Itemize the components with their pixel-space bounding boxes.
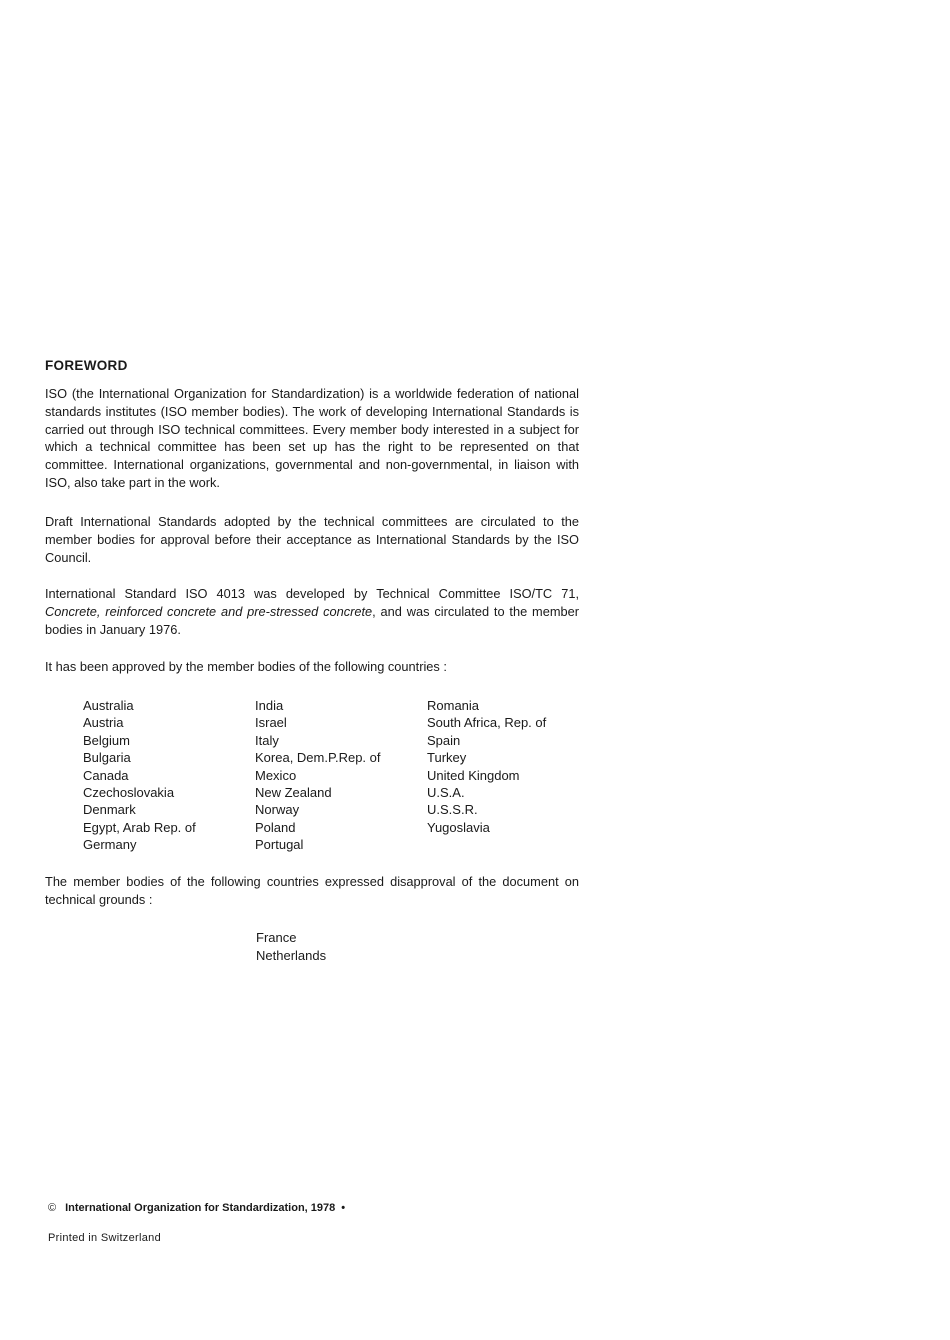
country-item: Austria: [83, 715, 124, 731]
country-item: Bulgaria: [83, 750, 131, 766]
foreword-paragraph-2: Draft International Standards adopted by the technical committees are circulated to the member bodies for approval before their acceptance as International Standards by the ISO Council.: [45, 514, 579, 565]
printed-in-note: Printed in Switzerland: [48, 1232, 161, 1244]
country-item: Canada: [83, 767, 129, 783]
country-item: Czechoslovakia: [83, 785, 175, 801]
country-item: Belgium: [83, 732, 130, 748]
copyright-line: [48, 1202, 345, 1214]
foreword-heading: FOREWORD: [45, 358, 128, 373]
country-item: Norway: [255, 802, 300, 818]
approval-intro: It has been approved by the member bodies of the following countries :: [45, 659, 447, 674]
copyright-text: International Organization for Standardization, 1978: [65, 1202, 336, 1214]
country-item: Australia: [83, 698, 134, 713]
country-item: India: [255, 698, 284, 713]
country-item: Netherlands: [256, 947, 327, 963]
country-item: Germany: [83, 837, 137, 853]
country-item: Poland: [255, 819, 296, 835]
country-item: South Africa, Rep. of: [427, 715, 547, 731]
committee-title: Concrete, reinforced concrete and pre-stressed concrete: [45, 603, 373, 619]
country-item: Portugal: [255, 837, 304, 853]
copyright-symbol: ©: [48, 1202, 57, 1214]
country-item: Italy: [255, 732, 279, 748]
country-item: Mexico: [255, 767, 297, 783]
country-item: Romania: [427, 698, 480, 713]
country-item: France: [256, 930, 297, 945]
country-item: Spain: [427, 732, 461, 748]
foreword-paragraph-3: [45, 585, 579, 638]
country-item: Israel: [255, 715, 287, 731]
disapproval-intro: The member bodies of the following countries expressed disapproval of the document on technical grounds :: [45, 874, 579, 907]
country-item: Turkey: [427, 750, 467, 766]
approved-countries-column-3: [427, 697, 546, 836]
country-item: U.S.A.: [427, 785, 465, 801]
bullet-icon: •: [341, 1202, 346, 1214]
foreword-paragraph-1: ISO (the International Organization for Standardization) is a worldwide federation of national standards institutes (ISO member bodies). The work of developing International Standards is carried out through ISO technical committees. Every member body interested in a subject for which a technical committee has been set up has the right to be represented on that committee. International organizations, governmental and non-governmental, in liaison with ISO, also take part in the work.: [45, 386, 579, 490]
p3-text-after: , and was circulated to the member bodies in January 1976.: [45, 603, 579, 637]
country-item: U.S.S.R.: [427, 802, 478, 818]
country-item: Yugoslavia: [427, 819, 490, 835]
country-item: Egypt, Arab Rep. of: [83, 819, 196, 835]
p3-text-before: International Standard ISO 4013 was developed by Technical Committee ISO/TC 71,: [45, 586, 579, 601]
disapproved-countries: [256, 929, 326, 965]
country-item: New Zealand: [255, 785, 332, 801]
approved-countries-column-1: [83, 697, 196, 854]
country-item: Denmark: [83, 802, 136, 818]
country-item: United Kingdom: [427, 767, 520, 783]
approved-countries-column-2: [255, 697, 381, 854]
country-item: Korea, Dem.P.Rep. of: [255, 750, 381, 766]
